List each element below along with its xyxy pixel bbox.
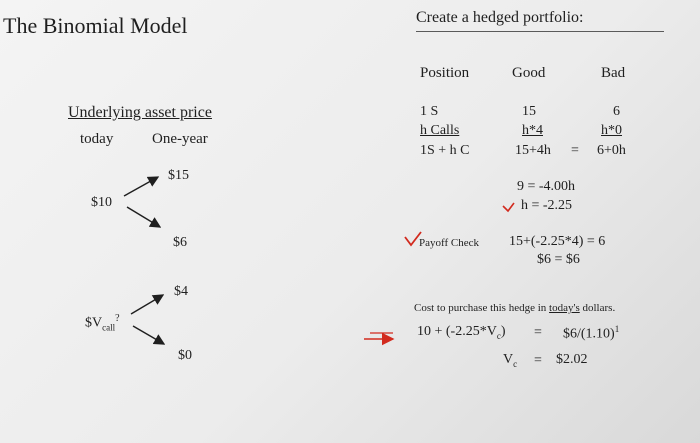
row3-position: 1S + h C [420,143,470,158]
tree-heading: Underlying asset price [68,104,212,121]
call-up-value: $4 [174,284,188,299]
cost-eq2-right: $2.02 [556,352,588,367]
col-header-good: Good [512,65,546,81]
arrow-down-right-icon [133,326,164,344]
row1-good: 15 [522,104,536,119]
red-checkmark-icon [503,203,514,211]
cost-eq2-left-text: V [503,352,514,367]
row2-bad: h*0 [601,123,622,138]
stock-up-value: $15 [168,168,189,183]
row1-position: 1 S [420,104,439,119]
tree-col-oneyear: One-year [152,131,208,147]
cost-eq2-sub: c [513,358,518,369]
cost-intro-post: dollars. [579,302,616,314]
hedge-header: Create a hedged portfolio: [416,9,584,26]
solve-line2: h = -2.25 [521,198,573,213]
cost-eq1-close: ) [500,324,506,339]
cost-eq2-equals: = [534,353,542,368]
slide-title: The Binomial Model [3,13,188,38]
payoff-line2: $6 = $6 [537,252,580,267]
call-now-prefix: $V [85,315,103,331]
col-header-position: Position [420,65,470,81]
tree-col-today: today [80,131,114,147]
call-now-subscript: call [102,322,116,333]
row3-equals: = [571,143,579,158]
stock-now-value: $10 [91,195,112,210]
row3-bad: 6+0h [597,143,626,158]
red-checkmark-icon [405,232,421,245]
cost-intro-pre: Cost to purchase this hedge in [414,302,550,314]
payoff-line1: 15+(-2.25*4) = 6 [509,234,606,249]
cost-eq1-equals: = [534,325,542,340]
arrow-up-right-icon [131,295,163,314]
row1-bad: 6 [613,104,620,119]
call-down-value: $0 [178,348,192,363]
col-header-bad: Bad [601,65,626,81]
payoff-label: Payoff Check [419,237,479,249]
call-now-suffix: ? [115,313,120,324]
row3-good: 15+4h [515,143,551,158]
cost-eq1-sup: 1 [614,324,620,334]
cost-eq1-right-text: $6/(1.10) [563,326,615,342]
solve-line1: 9 = -4.00h [517,179,576,194]
stock-down-value: $6 [173,235,187,250]
cost-intro-underlined: today's [549,302,580,314]
arrow-down-right-icon [127,207,160,227]
row2-good: h*4 [522,123,543,138]
cost-eq1-left-text: 10 + (-2.25*V [417,324,497,339]
cost-eq1-sub: c [496,330,501,341]
row2-position: h Calls [420,123,460,138]
arrow-up-right-icon [124,177,158,196]
